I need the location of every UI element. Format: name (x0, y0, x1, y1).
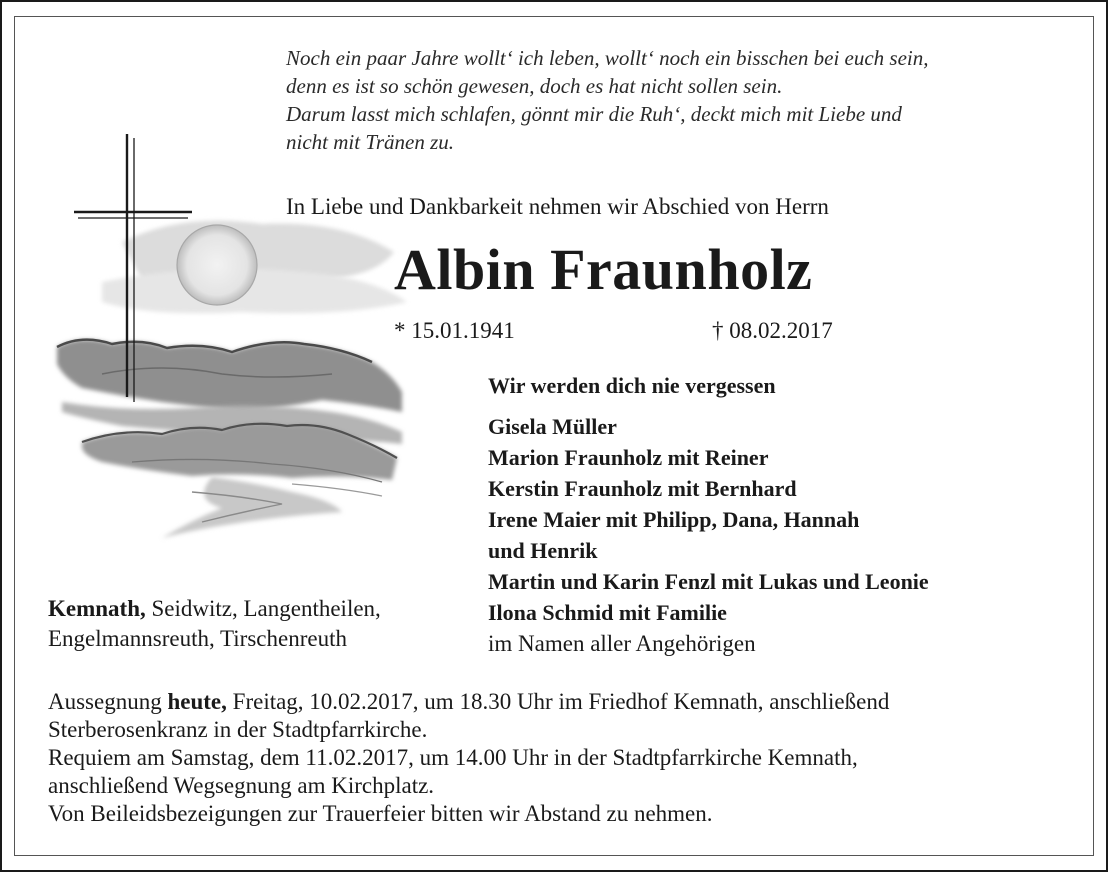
death-date: † 08.02.2017 (712, 318, 833, 343)
poem-line: nicht mit Tränen zu. (286, 130, 455, 154)
service-line-5: Von Beileidsbezeigungen zur Trauerfeier bitten wir Abstand zu nehmen. (48, 801, 713, 826)
landscape-icon (57, 340, 402, 538)
places-line-2: Engelmannsreuth, Tirschenreuth (48, 626, 347, 651)
service-line-4: anschließend Wegsegnung am Kirchplatz. (48, 773, 435, 798)
sun-icon (177, 225, 257, 305)
deceased-name: Albin Fraunholz (394, 237, 813, 302)
mourner-entry: Kerstin Fraunholz mit Bernhard (488, 476, 797, 501)
mourner-entry: Marion Fraunholz mit Reiner (488, 445, 769, 470)
motto: Wir werden dich nie vergessen (488, 373, 776, 398)
service-line-3: Requiem am Samstag, dem 11.02.2017, um 14.00 Uhr in der Stadtpfarrkirche Kemnath, (48, 745, 858, 770)
service-text: Freitag, 10.02.2017, um 18.30 Uhr im Friedhof Kemnath, anschließend (226, 689, 890, 714)
poem-line: denn es ist so schön gewesen, doch es hat nicht sollen sein. (286, 74, 783, 98)
places (48, 594, 381, 654)
places-line-1 (48, 594, 381, 624)
service-info (48, 688, 889, 828)
place-main: Kemnath, (48, 596, 146, 621)
mourner-entry: Ilona Schmid mit Familie (488, 600, 727, 625)
places-rest: Seidwitz, Langentheilen, (145, 596, 381, 621)
mourner-entry: Martin und Karin Fenzl mit Lukas und Leonie (488, 569, 929, 594)
poem (286, 44, 929, 156)
poem-line: Noch ein paar Jahre wollt‘ ich leben, wollt‘ noch ein bisschen bei euch sein, (286, 46, 929, 70)
mourner-entry: Irene Maier mit Philipp, Dana, Hannah (488, 507, 860, 532)
mourners-closing: im Namen aller Angehörigen (488, 631, 756, 656)
service-text: Aussegnung (48, 689, 168, 714)
service-highlight: heute, (167, 689, 227, 714)
mourners-list (488, 411, 929, 659)
service-line-2: Sterberosenkranz in der Stadtpfarrkirche. (48, 717, 428, 742)
service-line-1 (48, 688, 889, 716)
mourner-entry: und Henrik (488, 538, 598, 563)
poem-line: Darum lasst mich schlafen, gönnt mir die Ruh‘, deckt mich mit Liebe und (286, 102, 902, 126)
memorial-artwork (42, 112, 422, 552)
farewell-intro: In Liebe und Dankbarkeit nehmen wir Abschied von Herrn (286, 194, 829, 219)
birth-date: * 15.01.1941 (394, 318, 515, 343)
mourner-entry: Gisela Müller (488, 414, 617, 439)
